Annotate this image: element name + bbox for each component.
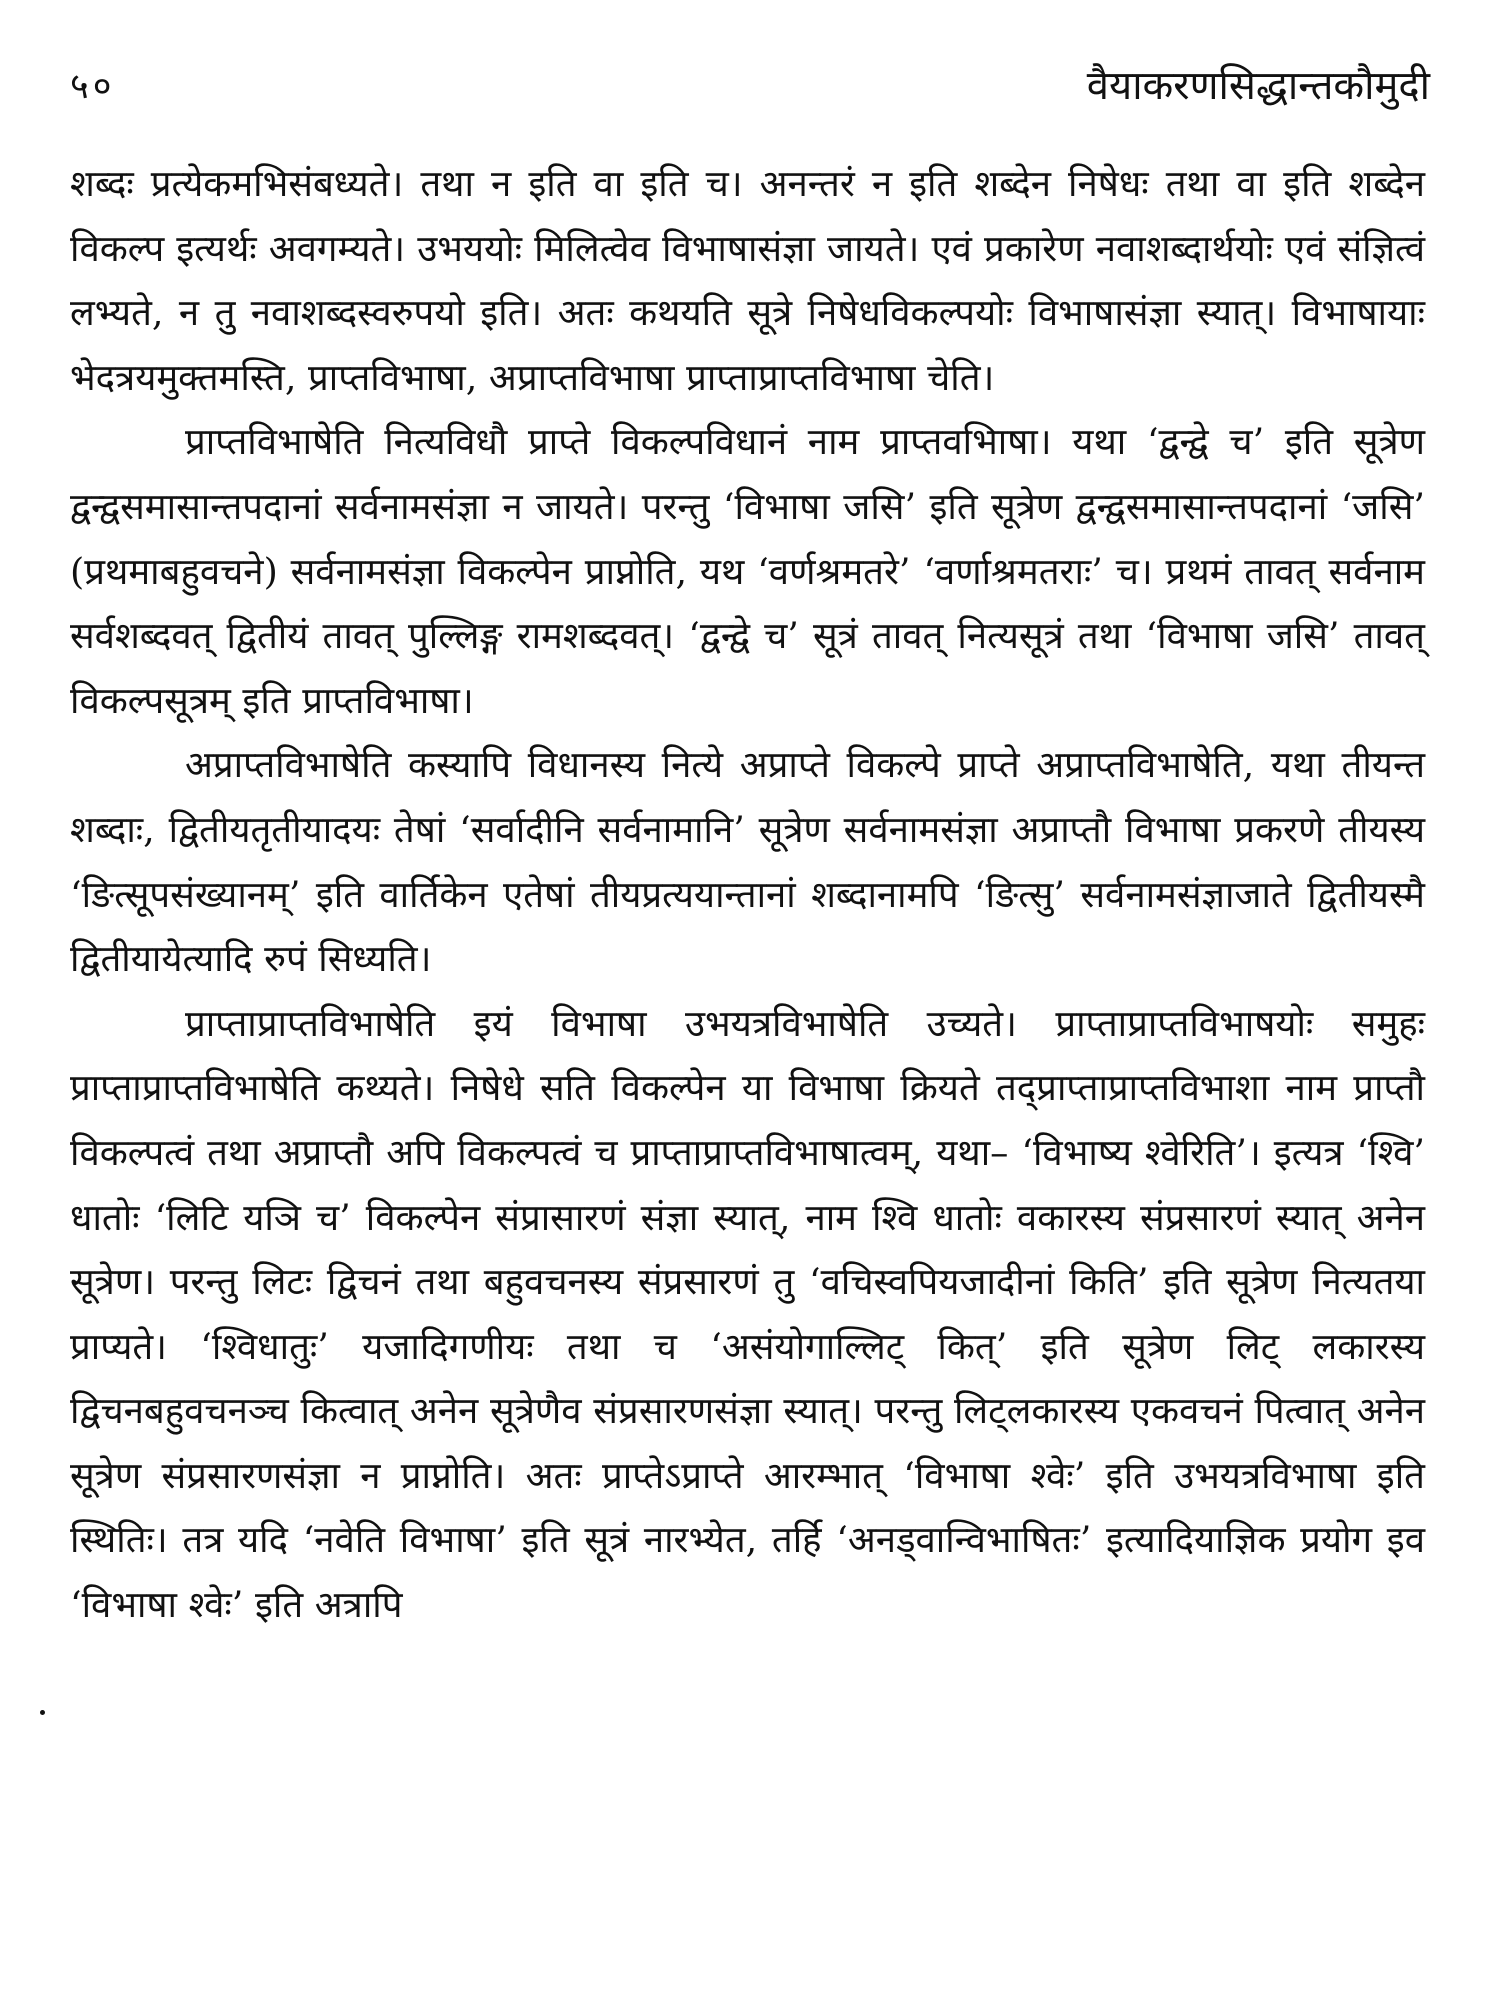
paragraph-aprapta-vibhasha: अप्राप्तविभाषेति कस्यापि विधानस्य नित्ये अप्राप्ते विकल्पे प्राप्ते अप्राप्तविभाषेति, यथा तीयन्त शब्दाः, द्वितीयतृतीयादयः तेषां ‘सर्वादीनि सर्वनामानि’ सूत्रेण सर्वनामसंज्ञा अप्राप्तौ विभाषा प्रकरणे तीयस्य ‘ङित्सूपसंख्यानम्’ इति वार्तिकेन एतेषां तीयप्रत्ययान्तानां शब्दानामपि ‘ङित्सु’ सर्वनामसंज्ञाजाते द्वितीयस्मै द्वितीयायेत्यादि रुपं सिध्यति। [70, 743, 1425, 981]
running-head [70, 50, 1430, 120]
page-number: ५० [70, 66, 116, 107]
margin-dot-mark [40, 1710, 45, 1715]
paragraph-prapta-vibhasha: प्राप्तविभाषेति नित्यविधौ प्राप्ते विकल्पविधानं नाम प्राप्तवभिाषा। यथा ‘द्वन्द्वे च’ इति सूत्रेण द्वन्द्वसमासान्तपदानां सर्वनामसंज्ञा न जायते। परन्तु ‘विभाषा जसि’ इति सूत्रेण द्वन्द्वसमासान्तपदानां ‘जसि’ (प्रथमाबहुवचने) सर्वनामसंज्ञा विकल्पेन प्राप्नोति, यथ ‘वर्णश्रमतरे’ ‘वर्णाश्रमतराः’ च। प्रथमं तावत् सर्वनाम सर्वशब्दवत् द्वितीयं तावत् पुल्लिङ्ग रामशब्दवत्। ‘द्वन्द्वे च’ सूत्रं तावत् नित्यसूत्रं तथा ‘विभाषा जसि’ तावत् विकल्पसूत्रम् इति प्राप्तविभाषा। [70, 420, 1425, 722]
paragraph-praptaprapta-vibhasha: प्राप्ताप्राप्तविभाषेति इयं विभाषा उभयत्रविभाषेति उच्यते। प्राप्ताप्राप्तविभाषयोः समुहः प्राप्ताप्राप्तविभाषेति कथ्यते। निषेधे सति विकल्पेन या विभाषा क्रियते तद्प्राप्ताप्राप्तविभाशा नाम प्राप्तौ विकल्पत्वं तथा अप्राप्तौ अपि विकल्पत्वं च प्राप्ताप्राप्तविभाषात्वम्, यथा– ‘विभाष्य श्वेरिति’। इत्यत्र ‘श्वि’ धातोः ‘लिटि यञि च’ विकल्पेन संप्रासारणं संज्ञा स्यात्, नाम श्वि धातोः वकारस्य संप्रसारणं स्यात् अनेन सूत्रेण। परन्तु लिटः द्विचनं तथा बहुवचनस्य संप्रसारणं तु ‘वचिस्वपियजादीनां किति’ इति सूत्रेण नित्यतया प्राप्यते। ‘श्विधातुः’ यजादिगणीयः तथा च ‘असंयोगाल्लिट् कित्’ इति सूत्रेण लिट् लकारस्य द्विचनबहुवचनञ्च कित्वात् अनेन सूत्रेणैव संप्रसारणसंज्ञा स्यात्। परन्तु लिट्लकारस्य एकवचनं पित्वात् अनेन सूत्रेण संप्रसारणसंज्ञा न प्राप्नोति। अतः प्राप्तेऽप्राप्ते आरम्भात् ‘विभाषा श्वेः’ इति उभयत्रविभाषा इति स्थितिः। तत्र यदि ‘नवेति विभाषा’ इति सूत्रं नारभ्येत, तर्हि ‘अनड्वान्विभाषितः’ इत्यादियाज्ञिक प्रयोग इव ‘विभाषा श्वेः’ इति अत्रापि [70, 1001, 1425, 1627]
paragraph-continuation: शब्दः प्रत्येकमभिसंबध्यते। तथा न इति वा इति च। अनन्तरं न इति शब्देन निषेधः तथा वा इति शब्देन विकल्प इत्यर्थः अवगम्यते। उभययोः मिलित्वेव विभाषासंज्ञा जायते। एवं प्रकारेण नवाशब्दार्थयोः एवं संज्ञित्वं लभ्यते, न तु नवाशब्दस्वरुपयो इति। अतः कथयति सूत्रे निषेधविकल्पयोः विभाषासंज्ञा स्यात्। विभाषायाः भेदत्रयमुक्तमस्ति, प्राप्तविभाषा, अप्राप्तविभाषा प्राप्ताप्राप्तविभाषा चेति। [70, 162, 1425, 399]
body-text [70, 152, 1425, 1638]
book-title: वैयाकरणसिद्धान्तकौमुदी [1086, 63, 1430, 109]
